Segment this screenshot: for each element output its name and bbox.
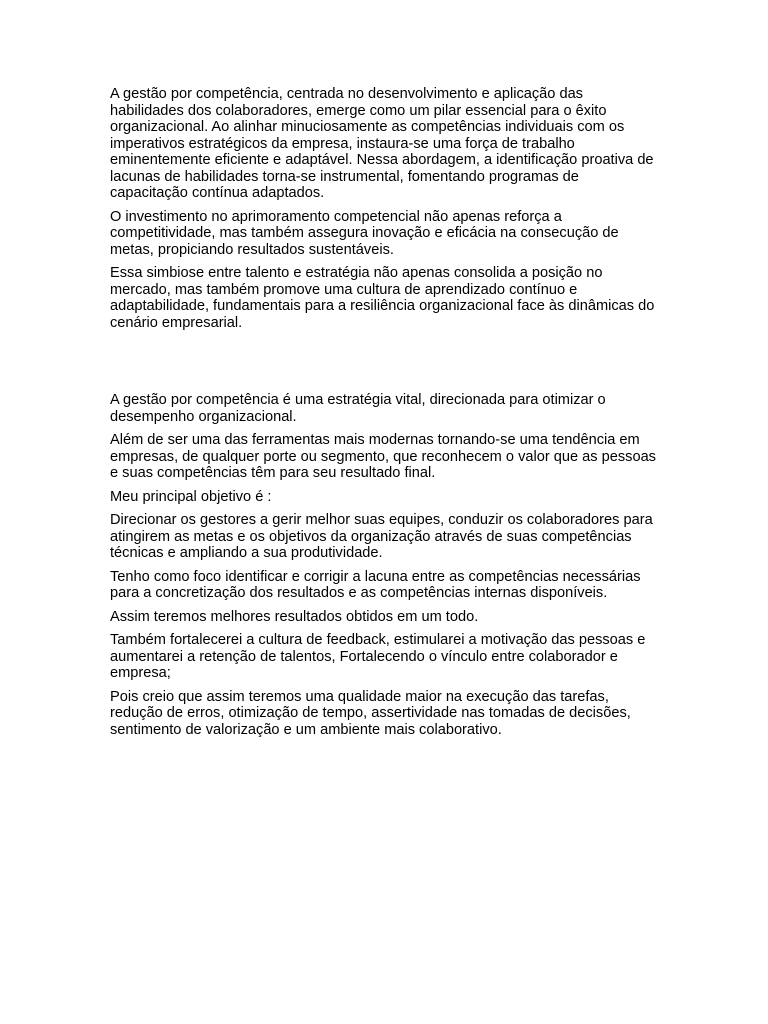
paragraph: O investimento no aprimoramento competencial não apenas reforça a competitividade, mas também assegura inovação e eficácia na consecução de metas, propiciando resultados sustentáveis. <box>110 208 619 258</box>
paragraph: Também fortalecerei a cultura de feedback, estimularei a motivação das pessoas e aumentarei a retenção de talentos, Fortalecendo o vínculo entre colaborador e empresa; <box>110 632 646 681</box>
paragraph: Além de ser uma das ferramentas mais modernas tornando-se uma tendência em empresas, de qualquer porte ou segmento, que reconhecem o valor que as pessoas e suas competências têm para seu resultado final. <box>110 432 656 481</box>
paragraph: Assim teremos melhores resultados obtidos em um todo. <box>110 608 479 625</box>
paragraph: Essa simbiose entre talento e estratégia não apenas consolida a posição no mercado, mas também promove uma cultura de aprendizado contínuo e adaptabilidade, fundamentais para a resiliência organizacional face às dinâmicas do cenário empresarial. <box>110 265 655 331</box>
paragraph: A gestão por competência é uma estratégia vital, direcionada para otimizar o desempenho organizacional. <box>110 392 606 425</box>
paragraph: Tenho como foco identificar e corrigir a lacuna entre as competências necessárias para a concretização dos resultados e as competências internas disponíveis. <box>110 568 641 601</box>
document-section-2 <box>110 392 658 745</box>
document-section-1 <box>110 86 658 338</box>
paragraph: Pois creio que assim teremos uma qualidade maior na execução das tarefas, redução de erros, otimização de tempo, assertividade nas tomadas de decisões, sentimento de valorização e um ambiente mais colaborativo. <box>110 688 631 738</box>
paragraph: Meu principal objetivo é : <box>110 488 272 505</box>
paragraph: Direcionar os gestores a gerir melhor suas equipes, conduzir os colaboradores para atingirem as metas e os objetivos da organização através de suas competências técnicas e ampliando a sua produtividade. <box>110 512 653 561</box>
paragraph: A gestão por competência, centrada no desenvolvimento e aplicação das habilidades dos colaboradores, emerge como um pilar essencial para o êxito organizacional. Ao alinhar minuciosamente as competências individuais com os imperativos estratégicos da empresa, instaura-se uma força de trabalho eminentemente eficiente e adaptável. Nessa abordagem, a identificação proativa de lacunas de habilidades torna-se instrumental, fomentando programas de capacitação contínua adaptados. <box>110 86 654 201</box>
